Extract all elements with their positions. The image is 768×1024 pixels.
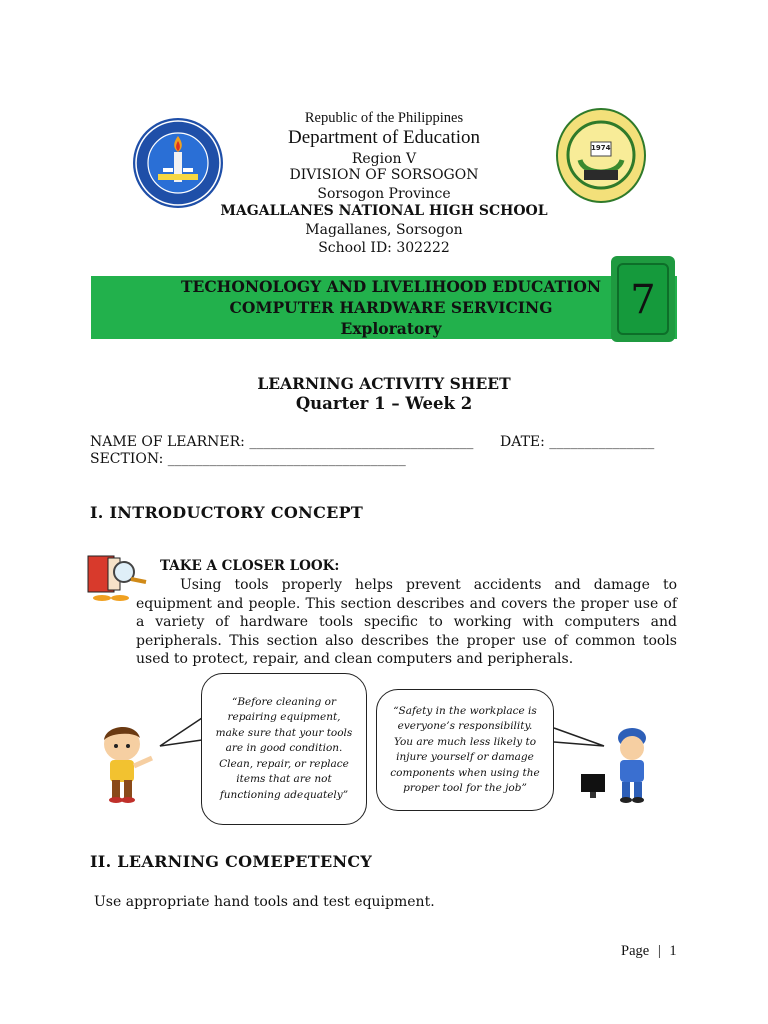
sheet-title: LEARNING ACTIVITY SHEET bbox=[257, 374, 511, 393]
date-field[interactable]: DATE: _______________ bbox=[500, 434, 655, 450]
banner-line-3: Exploratory bbox=[340, 319, 442, 338]
province-text: Sorsogon Province bbox=[317, 186, 451, 202]
page-separator: | bbox=[657, 943, 661, 959]
department-title: Department of Education bbox=[287, 127, 481, 148]
page-footer bbox=[621, 943, 677, 960]
page-number: 1 bbox=[669, 943, 677, 959]
school-name: MAGALLANES NATIONAL HIGH SCHOOL bbox=[220, 203, 548, 219]
quarter-label: Quarter 1 – Week 2 bbox=[295, 394, 473, 413]
region-text: Region V bbox=[351, 151, 417, 167]
school-id-text: School ID: 302222 bbox=[318, 240, 450, 256]
right-speech-bubble: “Safety in the workplace is everyone’s responsibility. You are much less likely to injure yourself or damage components when using the proper tool for the job” bbox=[376, 689, 554, 811]
school-seal-year: 1974 bbox=[591, 144, 611, 152]
subject-banner bbox=[91, 276, 677, 339]
republic-text: Republic of the Philippines bbox=[304, 110, 464, 126]
section-2-heading: II. LEARNING COMEPETENCY bbox=[90, 852, 373, 871]
left-speech-bubble: “Before cleaning or repairing equipment, make sure that your tools are in good condition. Clean, repair, or replace items that are not functioning adequately” bbox=[201, 673, 367, 825]
introductory-paragraph: Using tools properly helps prevent accidents and damage to equipment and people. This section describes and covers the proper use of a variety of hardware tools specific to working with computers and peripherals. This section also describes the proper use of common tools used to protect, repair, and clean computers and peripherals. bbox=[136, 577, 677, 667]
learner-name-field[interactable]: NAME OF LEARNER: ________________________________ bbox=[90, 434, 474, 450]
banner-line-2: COMPUTER HARDWARE SERVICING bbox=[229, 298, 553, 317]
division-text: DIVISION OF SORSOGON bbox=[289, 167, 479, 183]
banner-line-1: TECHONOLOGY AND LIVELIHOOD EDUCATION bbox=[181, 277, 601, 296]
technician-character-icon bbox=[578, 722, 662, 804]
left-bubble-tail bbox=[158, 716, 206, 756]
competency-text: Use appropriate hand tools and test equipment. bbox=[94, 894, 435, 910]
page-label: Page bbox=[621, 943, 650, 959]
boy-character-icon bbox=[94, 722, 156, 804]
section-field[interactable]: SECTION: __________________________________ bbox=[90, 451, 406, 467]
take-closer-look-heading: TAKE A CLOSER LOOK: bbox=[160, 558, 340, 574]
section-1-heading: I. INTRODUCTORY CONCEPT bbox=[90, 503, 364, 522]
grade-number: 7 bbox=[617, 263, 669, 335]
town-text: Magallanes, Sorsogon bbox=[305, 222, 463, 238]
